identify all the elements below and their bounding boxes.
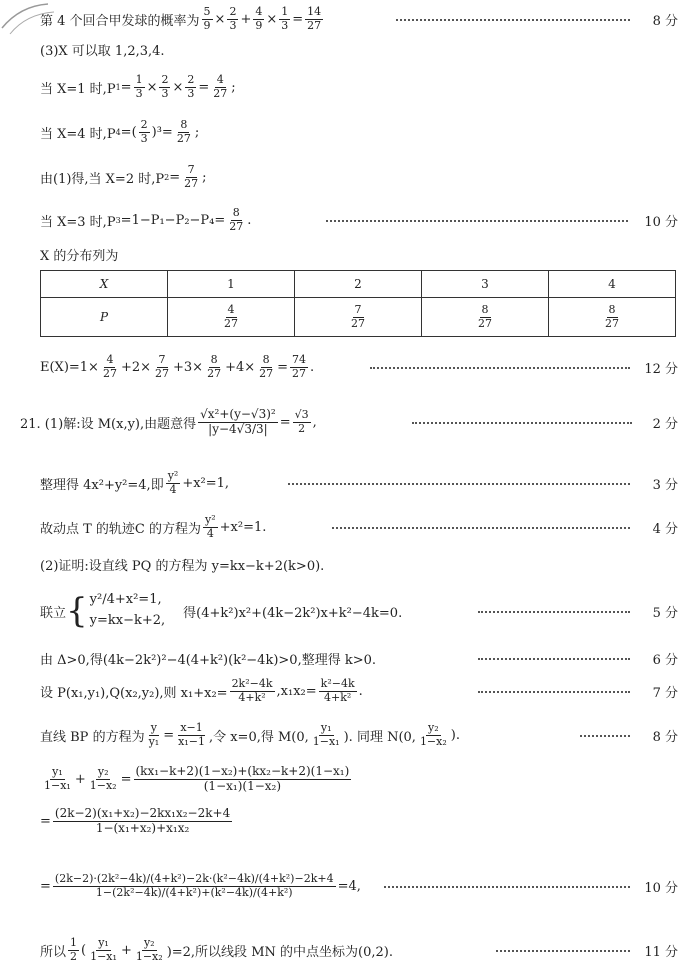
score-label: 11 分 bbox=[644, 944, 678, 960]
line-part3: (3)X 可以取 1,2,3,4. bbox=[40, 43, 165, 59]
table-row: P $\frac{4}{27}$ $\frac{7}{27}$ $\frac{8}{27}$ $\frac{8}{27}$ bbox=[41, 298, 676, 337]
score-label: 5 分 bbox=[652, 605, 678, 621]
score-label: 6 分 bbox=[652, 652, 678, 668]
line-x1: 当 X=1 时,P 1 = $\frac{1}{3}$ × $\frac{2}{3}$ × $\frac{2}{3}$ = $\frac{4}{27}$ ; bbox=[40, 73, 236, 100]
line-x3: 当 X=3 时,P 3 =1−P₁−P₂−P₄= $\frac{8}{27}$ . 10 分 bbox=[0, 203, 692, 237]
line-sum3: = $\frac{\text{(2k−2)·(2k²−4k)/(4+k²)−2k·(k²−4k)/(4+k²)−2k+4}}{\text{1−(2k²−4k)/(4+k²)+(k²−4k)/(4+k²)}}$ =4, 10 分 bbox=[0, 856, 692, 916]
line-dist-title: X 的分布列为 bbox=[40, 248, 119, 264]
line-x2: 由(1)得,当 X=2 时,P 2 = $\frac{7}{27}$ ; bbox=[40, 163, 207, 190]
table-row: X 1 2 3 4 bbox=[41, 271, 676, 298]
score-label: 4 分 bbox=[652, 521, 678, 537]
distribution-table bbox=[40, 270, 676, 337]
score-label: 10 分 bbox=[644, 214, 678, 230]
line-system: 联立 { y²/4+x²=1, y=kx−k+2, 得(4+k²)x²+(4k−2k²)x+k²−4k=0. 5 分 bbox=[0, 584, 692, 638]
score-label: 8 分 bbox=[652, 13, 678, 29]
line-vieta: 设 P(x₁,y₁),Q(x₂,y₂),则 x₁+x₂= $\frac{\text{2k²−4k}}{\text{4+k²}}$ ,x₁x₂= $\frac{\text{k²−4k}}{\text{4+k²}}$ . 7 分 bbox=[0, 674, 692, 708]
line-discriminant: 由 Δ>0,得(4k−2k²)²−4(4+k²)(k²−4k)>0,整理得 k>0. 6 分 bbox=[0, 645, 692, 671]
line-trajectory: 故动点 T 的轨迹C 的方程为 $\frac{\text{y²}}{4}$ +x²=1. 4 分 bbox=[0, 510, 692, 544]
line-sum: $\frac{\text{y₁}}{\text{1−x₁}}$ + $\frac{\text{y₂}}{\text{1−x₂}}$ = $\frac{\text{(kx₁−k+2)(1−x₂)+(kx₂−k+2)(1−x₁)}}{\text{(1−x₁)(1−x₂)}}$ bbox=[44, 764, 350, 793]
score-label: 2 分 bbox=[652, 416, 678, 432]
line-x4: 当 X=4 时,P 4 =( $\frac{2}{3}$ )³= $\frac{8}{27}$ ; bbox=[40, 118, 200, 145]
line-simplify: 整理得 4x²+y²=4,即 $\frac{\text{y²}}{4}$ +x²=1, 3 分 bbox=[0, 466, 692, 500]
score-label: 12 分 bbox=[644, 361, 678, 377]
score-label: 10 分 bbox=[644, 880, 678, 896]
line-expectation: E(X)=1× $\frac{4}{27}$ +2× $\frac{7}{27}$ +3× $\frac{8}{27}$ +4× $\frac{8}{27}$ = $\frac{74}{27}$ . 12 分 bbox=[0, 350, 692, 384]
score-label: 8 分 bbox=[652, 729, 678, 745]
line-midpoint: 所以 $\frac{1}{2}$ ( $\frac{\text{y₁}}{\text{1−x₁}}$ + $\frac{\text{y₂}}{\text{1−x₂}}$ )=2,所以线段 MN 的中点坐标为(0,2). 11 分 bbox=[0, 931, 692, 969]
line-q21-part1: 21. (1)解:设 M(x,y),由题意得 $\frac{\text{√x²+(y−√3)²}}{|y-4√3/3|}$ = $\frac{√3}{2}$ , 2 分 bbox=[0, 398, 692, 446]
score-label: 3 分 bbox=[652, 477, 678, 493]
score-label: 7 分 bbox=[652, 685, 678, 701]
line-part2: (2)证明:设直线 PQ 的方程为 y=kx−k+2(k>0). bbox=[40, 558, 325, 574]
line-sum2: = $\frac{\text{(2k−2)(x₁+x₂)−2kx₁x₂−2k+4}}{\text{1−(x₁+x₂)+x₁x₂}}$ bbox=[40, 806, 231, 835]
line-round4-prob: 第 4 个回合甲发球的概率为 $\frac{5}{9}$ × $\frac{2}{3}$ + $\frac{4}{9}$ × $\frac{1}{3}$ = $\frac{14}{27}$ 8 分 bbox=[0, 2, 692, 36]
line-bp: 直线 BP 的方程为 $\frac{y}{\text{y₁}}$ = $\frac{x-1}{\text{x₁−1}}$ ,令 x=0,得 M(0, $\frac{\text{y₁}}{\text{1−x₁}}$ ). 同理 N(0, $\frac{\text{y₂}}{\text{1−x₂}}$ ). 8 分 bbox=[0, 718, 692, 752]
